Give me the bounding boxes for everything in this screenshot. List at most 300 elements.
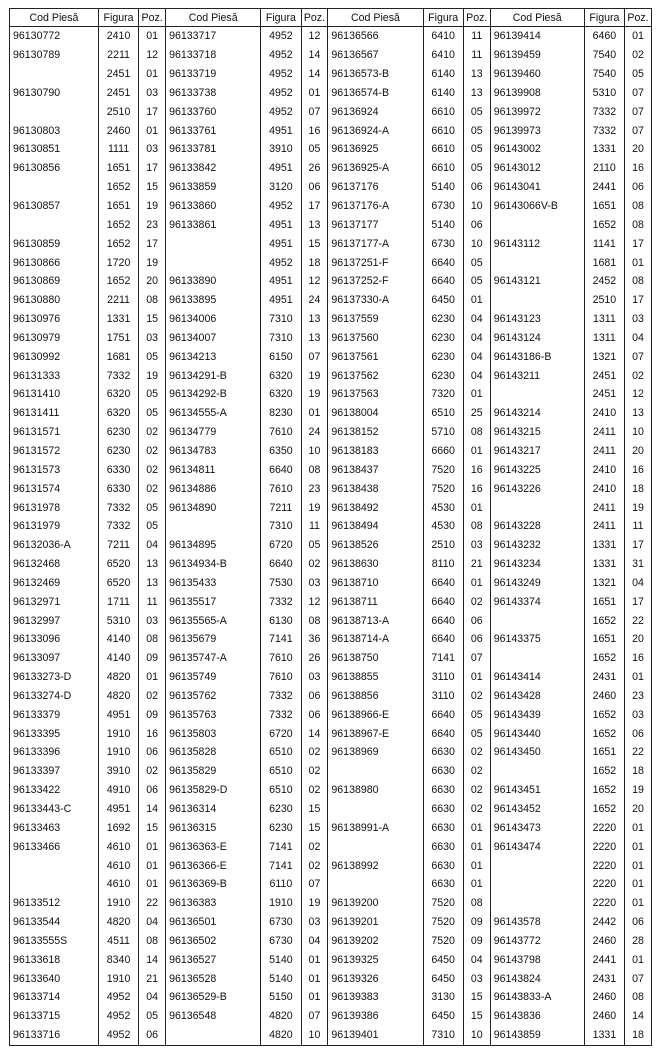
part-code-cell: 96138004 <box>331 407 379 420</box>
part-code-cell: 96134886 <box>169 482 217 495</box>
part-code-cell <box>10 65 99 84</box>
figure-cell: 2510 <box>98 102 138 121</box>
figure-cell: 6230 <box>423 329 463 348</box>
part-code-cell: 96133842 <box>169 162 217 175</box>
part-code-cell: 96143439 <box>493 708 541 721</box>
figure-cell: 1141 <box>584 234 624 253</box>
table-row <box>10 253 652 272</box>
table-row <box>10 705 652 724</box>
position-cell: 20 <box>625 140 652 159</box>
column-header-position: Poz. <box>139 9 166 27</box>
part-code-cell: 96131333 <box>13 369 61 382</box>
position-cell: 06 <box>463 630 490 649</box>
figure-cell: 6320 <box>261 366 301 385</box>
part-code-cell: 96133463 <box>13 821 61 834</box>
position-cell: 20 <box>625 630 652 649</box>
position-cell: 02 <box>463 781 490 800</box>
position-cell: 14 <box>625 1007 652 1026</box>
figure-cell: 2460 <box>584 1007 624 1026</box>
figure-cell: 6230 <box>423 347 463 366</box>
figure-cell: 6640 <box>261 555 301 574</box>
table-row <box>10 385 652 404</box>
table-row <box>10 404 652 423</box>
part-code-cell: 96135828 <box>169 746 217 759</box>
table-row <box>10 27 652 46</box>
figure-cell: 1652 <box>584 762 624 781</box>
part-code-cell <box>166 234 261 253</box>
figure-cell: 8110 <box>423 555 463 574</box>
part-code-cell: 96138856 <box>331 689 379 702</box>
part-code-cell: 96139383 <box>331 991 379 1004</box>
figure-cell: 6640 <box>423 253 463 272</box>
figure-cell: 4140 <box>98 630 138 649</box>
part-code-cell: 96138750 <box>331 652 379 665</box>
position-cell: 25 <box>463 404 490 423</box>
part-code-cell: 96134890 <box>169 501 217 514</box>
part-code-cell: 96137252-F <box>331 275 389 288</box>
part-code-cell: 96134291-B <box>169 369 227 382</box>
figure-cell: 4952 <box>98 988 138 1007</box>
position-cell: 17 <box>139 234 166 253</box>
table-row <box>10 442 652 461</box>
part-code-cell: 96130869 <box>13 275 61 288</box>
figure-cell: 7540 <box>584 65 624 84</box>
position-cell: 17 <box>625 592 652 611</box>
position-cell: 13 <box>463 65 490 84</box>
figure-cell: 1652 <box>98 272 138 291</box>
table-row <box>10 479 652 498</box>
figure-cell: 6510 <box>261 762 301 781</box>
figure-cell: 2411 <box>584 498 624 517</box>
position-cell: 03 <box>139 329 166 348</box>
part-code-cell: 96134811 <box>169 463 216 476</box>
position-cell: 01 <box>463 498 490 517</box>
part-code-cell: 96133097 <box>13 652 61 665</box>
part-code-cell <box>490 875 584 894</box>
part-code-cell: 96139973 <box>493 124 541 137</box>
position-cell: 26 <box>301 159 328 178</box>
part-code-cell: 96139460 <box>493 68 541 81</box>
figure-cell: 1652 <box>584 800 624 819</box>
position-cell: 19 <box>625 498 652 517</box>
figure-cell: 2451 <box>584 366 624 385</box>
position-cell: 02 <box>139 460 166 479</box>
figure-cell: 6410 <box>423 46 463 65</box>
table-row <box>10 347 652 366</box>
table-row <box>10 762 652 781</box>
position-cell: 01 <box>463 385 490 404</box>
figure-cell: 2220 <box>584 837 624 856</box>
figure-cell: 7141 <box>261 837 301 856</box>
table-row <box>10 291 652 310</box>
position-cell: 17 <box>301 197 328 216</box>
position-cell: 16 <box>463 479 490 498</box>
position-cell: 02 <box>301 555 328 574</box>
figure-cell: 7310 <box>261 517 301 536</box>
figure-cell: 2410 <box>584 479 624 498</box>
figure-cell: 1681 <box>584 253 624 272</box>
position-cell: 15 <box>301 234 328 253</box>
position-cell: 06 <box>463 611 490 630</box>
position-cell: 01 <box>625 875 652 894</box>
part-code-cell: 96133422 <box>13 784 61 797</box>
figure-cell: 6640 <box>423 705 463 724</box>
part-code-cell <box>490 253 584 272</box>
figure-cell: 7610 <box>261 668 301 687</box>
position-cell: 19 <box>625 781 652 800</box>
position-cell: 03 <box>139 140 166 159</box>
position-cell: 06 <box>625 724 652 743</box>
position-cell: 08 <box>463 894 490 913</box>
part-code-cell: 96131573 <box>13 463 61 476</box>
part-code-cell <box>490 894 584 913</box>
part-code-cell: 96135829 <box>169 765 217 778</box>
part-code-cell: 96138711 <box>331 595 378 608</box>
part-code-cell: 96143440 <box>493 727 541 740</box>
part-code-cell: 96130859 <box>13 237 61 250</box>
position-cell: 07 <box>625 84 652 103</box>
position-cell: 19 <box>301 894 328 913</box>
part-code-cell: 96133895 <box>169 294 217 307</box>
figure-cell: 2441 <box>584 950 624 969</box>
position-cell: 15 <box>463 1007 490 1026</box>
part-code-cell: 96133781 <box>169 143 217 156</box>
part-code-cell: 96143414 <box>493 671 541 684</box>
table-row <box>10 272 652 291</box>
figure-cell: 6640 <box>423 573 463 592</box>
part-code-cell: 96136527 <box>169 953 217 966</box>
figure-cell: 6730 <box>423 197 463 216</box>
figure-cell: 4610 <box>98 856 138 875</box>
part-code-cell: 96136924-A <box>331 124 390 137</box>
position-cell: 01 <box>463 818 490 837</box>
part-code-cell: 96131574 <box>13 482 61 495</box>
position-cell: 07 <box>625 347 652 366</box>
figure-cell: 1711 <box>98 592 138 611</box>
figure-cell: 6140 <box>423 84 463 103</box>
part-code-cell: 96134007 <box>169 331 217 344</box>
figure-cell: 6410 <box>423 27 463 46</box>
position-cell: 04 <box>463 366 490 385</box>
part-code-cell: 96133396 <box>13 746 61 759</box>
column-header-part-code: Cod Piesă <box>328 9 423 27</box>
part-code-cell: 96143772 <box>493 934 541 947</box>
part-code-cell: 96132997 <box>13 614 61 627</box>
part-code-cell: 96143428 <box>493 689 541 702</box>
figure-cell: 4820 <box>261 1007 301 1026</box>
part-code-cell: 96138492 <box>331 501 379 514</box>
position-cell: 03 <box>301 913 328 932</box>
figure-cell: 7141 <box>423 649 463 668</box>
position-cell: 08 <box>625 272 652 291</box>
figure-cell: 1720 <box>98 253 138 272</box>
position-cell: 09 <box>463 932 490 951</box>
position-cell: 04 <box>463 950 490 969</box>
part-code-cell: 96135517 <box>169 595 217 608</box>
position-cell: 01 <box>301 404 328 423</box>
figure-cell: 6520 <box>98 555 138 574</box>
column-header-figure: Figura <box>98 9 138 27</box>
position-cell: 14 <box>301 724 328 743</box>
position-cell: 14 <box>139 800 166 819</box>
figure-cell: 2460 <box>584 687 624 706</box>
position-cell: 01 <box>301 988 328 1007</box>
figure-cell: 2110 <box>584 159 624 178</box>
part-code-cell: 96138713-A <box>331 614 390 627</box>
position-cell: 01 <box>301 969 328 988</box>
position-cell: 01 <box>463 875 490 894</box>
part-code-cell: 96135433 <box>169 576 217 589</box>
position-cell: 19 <box>139 197 166 216</box>
figure-cell: 2441 <box>584 178 624 197</box>
position-cell: 02 <box>301 837 328 856</box>
part-code-cell <box>490 385 584 404</box>
position-cell: 08 <box>139 630 166 649</box>
position-cell: 02 <box>463 687 490 706</box>
part-code-cell: 96136502 <box>169 934 217 947</box>
part-code-cell: 96130976 <box>13 313 61 326</box>
position-cell: 10 <box>463 197 490 216</box>
position-cell: 07 <box>463 649 490 668</box>
part-code-cell: 96130857 <box>13 200 61 213</box>
part-code-cell: 96138152 <box>331 426 379 439</box>
part-code-cell: 96143375 <box>493 633 541 646</box>
table-row <box>10 668 652 687</box>
figure-cell: 1321 <box>584 347 624 366</box>
part-code-cell: 96143225 <box>493 463 541 476</box>
figure-cell: 4820 <box>261 1026 301 1045</box>
figure-cell: 1331 <box>584 555 624 574</box>
figure-cell: 1910 <box>98 894 138 913</box>
position-cell: 05 <box>139 1007 166 1026</box>
figure-cell: 7141 <box>261 630 301 649</box>
part-code-cell: 96139386 <box>331 1010 379 1023</box>
position-cell: 11 <box>463 27 490 46</box>
figure-cell: 1652 <box>584 705 624 724</box>
part-code-cell: 96138991-A <box>331 821 390 834</box>
position-cell: 17 <box>139 102 166 121</box>
figure-cell: 5140 <box>261 950 301 969</box>
part-code-cell: 96132036-A <box>13 539 71 552</box>
figure-cell: 4511 <box>98 932 138 951</box>
table-row <box>10 121 652 140</box>
part-code-cell: 96136369-B <box>169 878 227 891</box>
figure-cell: 4610 <box>98 837 138 856</box>
part-code-cell: 96133618 <box>13 953 61 966</box>
position-cell: 07 <box>625 102 652 121</box>
part-code-cell: 96138710 <box>331 576 379 589</box>
figure-cell: 1652 <box>584 649 624 668</box>
part-code-cell: 96136567 <box>331 49 379 62</box>
figure-cell: 5140 <box>423 178 463 197</box>
figure-cell: 2451 <box>98 84 138 103</box>
part-code-cell: 96143226 <box>493 482 541 495</box>
part-code-cell: 96133719 <box>169 68 217 81</box>
position-cell: 20 <box>625 442 652 461</box>
part-code-cell: 96134213 <box>169 350 217 363</box>
part-code-cell: 96143473 <box>493 821 541 834</box>
position-cell: 06 <box>139 781 166 800</box>
figure-cell: 7310 <box>261 329 301 348</box>
figure-cell: 6460 <box>584 27 624 46</box>
figure-cell: 6630 <box>423 800 463 819</box>
figure-cell: 2431 <box>584 969 624 988</box>
position-cell: 16 <box>625 460 652 479</box>
figure-cell: 7332 <box>98 517 138 536</box>
figure-cell: 6640 <box>423 272 463 291</box>
position-cell: 15 <box>301 800 328 819</box>
table-row <box>10 932 652 951</box>
part-code-cell: 96139414 <box>493 30 541 43</box>
figure-cell: 1910 <box>98 743 138 762</box>
position-cell: 10 <box>301 442 328 461</box>
part-code-cell: 96143112 <box>493 237 541 250</box>
part-code-cell: 96143215 <box>493 426 541 439</box>
figure-cell: 1651 <box>584 743 624 762</box>
table-header-row <box>10 9 652 27</box>
figure-cell: 7141 <box>261 856 301 875</box>
position-cell: 04 <box>625 573 652 592</box>
part-code-cell: 96134555-A <box>169 407 227 420</box>
figure-cell: 4952 <box>261 253 301 272</box>
table-row <box>10 197 652 216</box>
figure-cell: 1652 <box>584 215 624 234</box>
position-cell: 05 <box>463 272 490 291</box>
table-row <box>10 969 652 988</box>
position-cell: 04 <box>301 932 328 951</box>
figure-cell: 7610 <box>261 649 301 668</box>
part-code-cell <box>10 178 99 197</box>
part-code-cell: 96143012 <box>493 162 541 175</box>
position-cell: 13 <box>463 84 490 103</box>
part-code-cell: 96137562 <box>331 369 379 382</box>
table-row <box>10 234 652 253</box>
part-code-cell: 96133443-C <box>13 803 72 816</box>
part-code-cell: 96139200 <box>331 897 379 910</box>
position-cell: 06 <box>463 178 490 197</box>
part-code-cell: 96130851 <box>13 143 61 156</box>
position-cell: 23 <box>301 479 328 498</box>
position-cell: 01 <box>625 668 652 687</box>
part-code-cell: 96143121 <box>493 275 541 288</box>
part-code-cell: 96139908 <box>493 86 541 99</box>
figure-cell: 7332 <box>98 498 138 517</box>
part-code-cell: 96133555S <box>13 934 68 947</box>
figure-cell: 2451 <box>584 385 624 404</box>
position-cell: 02 <box>625 46 652 65</box>
part-code-cell: 96136566 <box>331 30 379 43</box>
figure-cell: 1652 <box>584 611 624 630</box>
position-cell: 04 <box>463 347 490 366</box>
part-code-cell: 96130979 <box>13 331 61 344</box>
figure-cell: 6350 <box>261 442 301 461</box>
figure-cell: 7310 <box>261 310 301 329</box>
part-code-cell: 96132971 <box>13 595 61 608</box>
position-cell: 17 <box>625 234 652 253</box>
part-code-cell: 96133397 <box>13 765 61 778</box>
figure-cell: 1651 <box>98 197 138 216</box>
position-cell: 05 <box>463 253 490 272</box>
position-cell: 15 <box>301 818 328 837</box>
figure-cell: 1651 <box>98 159 138 178</box>
position-cell: 01 <box>463 668 490 687</box>
position-cell: 20 <box>625 800 652 819</box>
part-code-cell: 96138980 <box>331 784 379 797</box>
table-row <box>10 140 652 159</box>
part-code-cell: 96139459 <box>493 49 541 62</box>
figure-cell: 6450 <box>423 950 463 969</box>
table-row <box>10 611 652 630</box>
part-code-cell: 96132469 <box>13 576 61 589</box>
part-code-cell: 96143474 <box>493 840 541 853</box>
figure-cell: 1692 <box>98 818 138 837</box>
position-cell: 13 <box>625 404 652 423</box>
figure-cell: 4952 <box>261 84 301 103</box>
position-cell: 01 <box>625 253 652 272</box>
position-cell: 22 <box>625 743 652 762</box>
table-row <box>10 894 652 913</box>
position-cell: 04 <box>625 329 652 348</box>
part-code-cell: 96138438 <box>331 482 379 495</box>
position-cell: 05 <box>301 140 328 159</box>
figure-cell: 6630 <box>423 762 463 781</box>
figure-cell: 3910 <box>98 762 138 781</box>
position-cell: 06 <box>625 178 652 197</box>
position-cell: 05 <box>463 102 490 121</box>
part-code-cell: 96143452 <box>493 803 541 816</box>
position-cell: 03 <box>301 573 328 592</box>
table-row <box>10 649 652 668</box>
parts-index-table <box>9 8 652 1046</box>
figure-cell: 1331 <box>584 140 624 159</box>
figure-cell: 6230 <box>423 366 463 385</box>
position-cell: 01 <box>139 875 166 894</box>
part-code-cell: 96143578 <box>493 916 541 929</box>
position-cell: 17 <box>625 536 652 555</box>
figure-cell: 4530 <box>423 498 463 517</box>
position-cell: 09 <box>139 705 166 724</box>
table-row <box>10 1007 652 1026</box>
figure-cell: 6630 <box>423 743 463 762</box>
position-cell: 05 <box>463 140 490 159</box>
part-code-cell: 96143041 <box>493 181 541 194</box>
part-code-cell: 96138630 <box>331 558 379 571</box>
part-code-cell: 96131572 <box>13 444 61 457</box>
part-code-cell: 96143228 <box>493 520 541 533</box>
figure-cell: 6630 <box>423 856 463 875</box>
position-cell: 10 <box>301 1026 328 1045</box>
position-cell: 01 <box>625 837 652 856</box>
table-row <box>10 536 652 555</box>
position-cell: 22 <box>625 611 652 630</box>
parts-index-page <box>9 8 652 1046</box>
part-code-cell: 96138714-A <box>331 633 390 646</box>
position-cell: 21 <box>463 555 490 574</box>
position-cell: 12 <box>301 272 328 291</box>
part-code-cell: 96137251-F <box>331 256 389 269</box>
position-cell: 08 <box>301 460 328 479</box>
figure-cell: 7520 <box>423 460 463 479</box>
column-header-part-code: Cod Piesă <box>166 9 261 27</box>
part-code-cell <box>328 875 423 894</box>
part-code-cell: 96133714 <box>13 991 61 1004</box>
figure-cell: 3110 <box>423 668 463 687</box>
figure-cell: 7520 <box>423 894 463 913</box>
part-code-cell: 96133379 <box>13 708 61 721</box>
part-code-cell <box>490 856 584 875</box>
position-cell: 11 <box>463 46 490 65</box>
figure-cell: 4951 <box>261 272 301 291</box>
